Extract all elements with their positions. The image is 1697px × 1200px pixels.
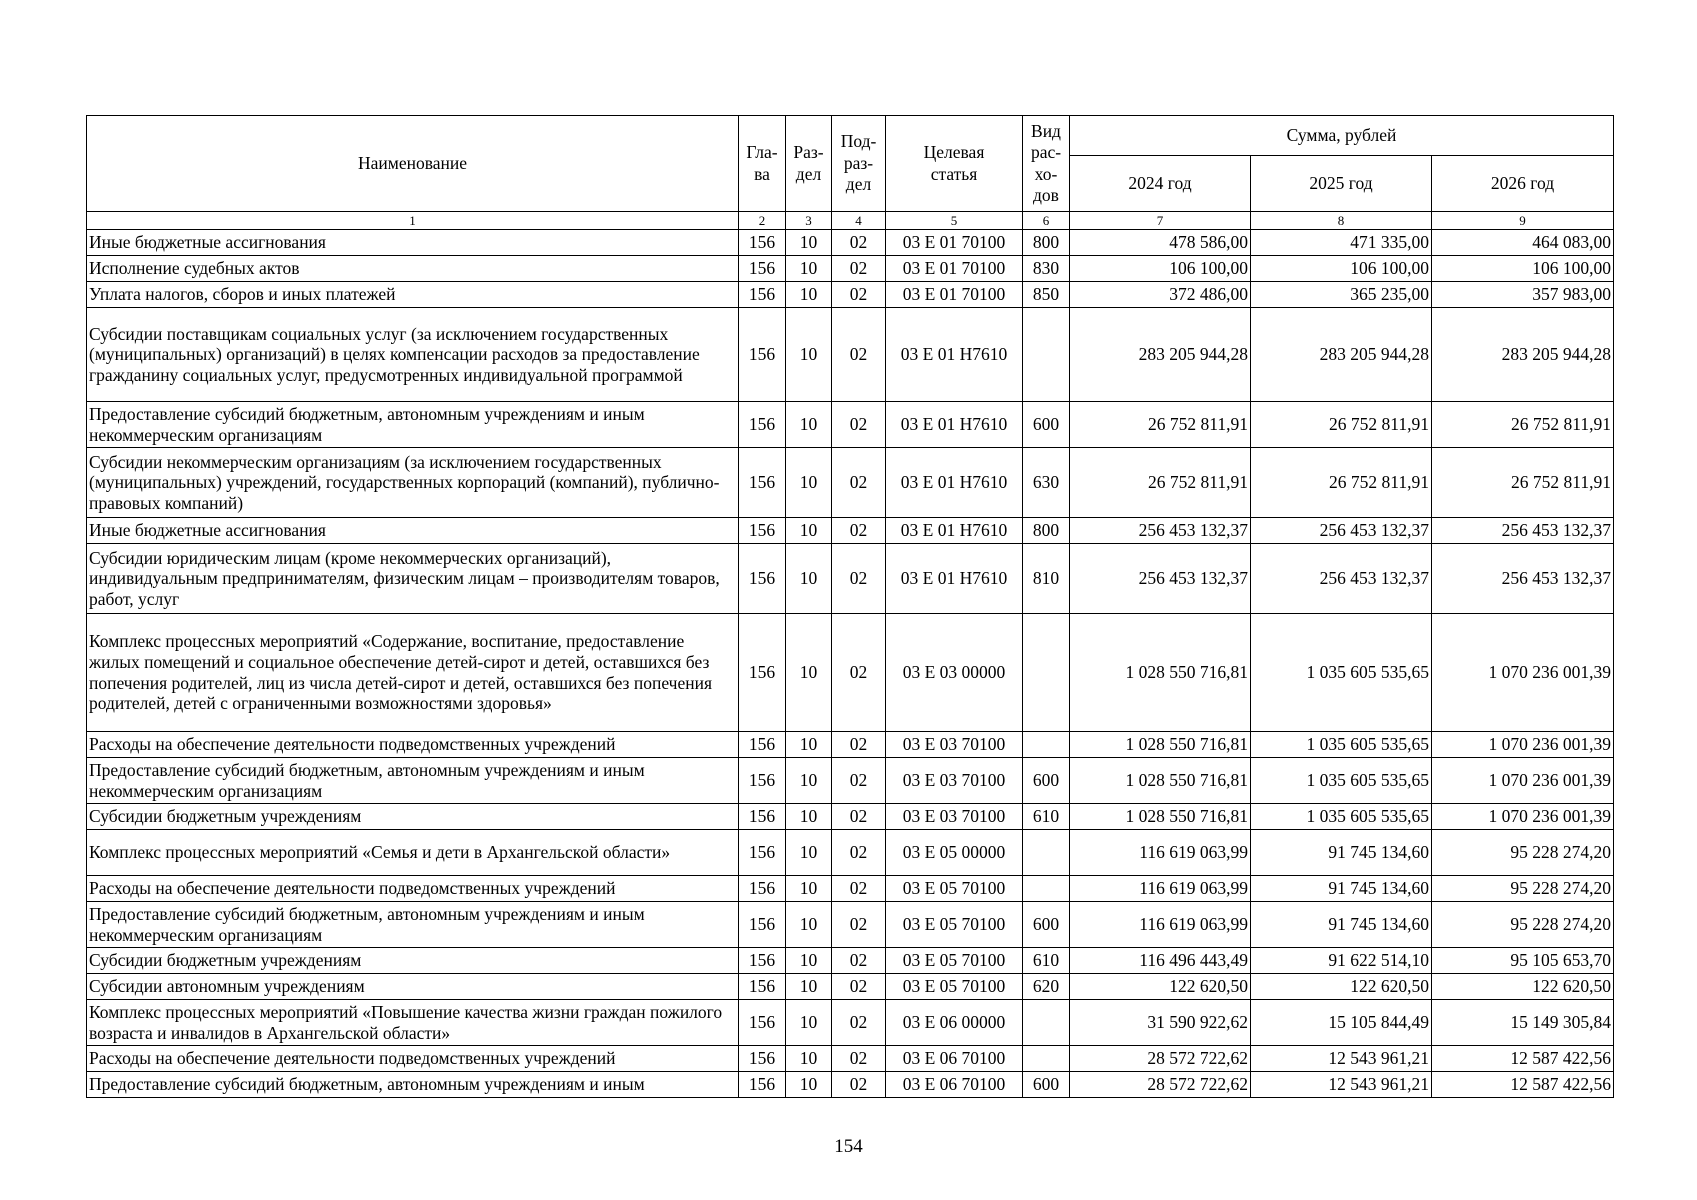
table-row — [87, 614, 1614, 732]
row-chapter: 156 — [739, 256, 786, 282]
table-row — [87, 308, 1614, 402]
row-exp-type: 600 — [1023, 402, 1070, 448]
row-sum-2024: 1 028 550 716,81 — [1070, 758, 1251, 804]
header-target: Целевая статья — [886, 116, 1023, 212]
row-exp-type — [1023, 830, 1070, 876]
row-sum-2025: 91 622 514,10 — [1251, 948, 1432, 974]
page-number: 154 — [834, 1136, 863, 1157]
row-exp-type: 830 — [1023, 256, 1070, 282]
row-exp-type — [1023, 876, 1070, 902]
row-exp-type — [1023, 1046, 1070, 1072]
row-subsection: 02 — [832, 282, 886, 308]
row-sum-2024: 1 028 550 716,81 — [1070, 732, 1251, 758]
row-chapter: 156 — [739, 1000, 786, 1046]
row-sum-2026: 122 620,50 — [1432, 974, 1614, 1000]
row-sum-2025: 12 543 961,21 — [1251, 1072, 1432, 1098]
row-sum-2025: 283 205 944,28 — [1251, 308, 1432, 402]
row-name: Расходы на обеспечение деятельности подведомственных учреждений — [87, 1046, 739, 1072]
row-exp-type — [1023, 732, 1070, 758]
column-number: 3 — [786, 212, 832, 230]
row-subsection: 02 — [832, 614, 886, 732]
row-subsection: 02 — [832, 544, 886, 614]
row-target: 03 Е 01 70100 — [886, 282, 1023, 308]
header-2025: 2025 год — [1251, 156, 1432, 212]
row-name: Субсидии автономным учреждениям — [87, 974, 739, 1000]
row-sum-2026: 95 228 274,20 — [1432, 902, 1614, 948]
row-sum-2025: 91 745 134,60 — [1251, 902, 1432, 948]
row-sum-2024: 256 453 132,37 — [1070, 518, 1251, 544]
row-sum-2025: 15 105 844,49 — [1251, 1000, 1432, 1046]
header-chapter: Гла- ва — [739, 116, 786, 212]
row-sum-2024: 372 486,00 — [1070, 282, 1251, 308]
header-sum: Сумма, рублей — [1070, 116, 1614, 156]
row-sum-2026: 1 070 236 001,39 — [1432, 614, 1614, 732]
row-sum-2024: 31 590 922,62 — [1070, 1000, 1251, 1046]
row-exp-type: 800 — [1023, 518, 1070, 544]
row-subsection: 02 — [832, 256, 886, 282]
row-target: 03 Е 01 70100 — [886, 256, 1023, 282]
row-section: 10 — [786, 256, 832, 282]
row-section: 10 — [786, 830, 832, 876]
row-target: 03 Е 05 70100 — [886, 902, 1023, 948]
column-number: 9 — [1432, 212, 1614, 230]
row-sum-2026: 1 070 236 001,39 — [1432, 758, 1614, 804]
row-sum-2024: 116 619 063,99 — [1070, 902, 1251, 948]
row-section: 10 — [786, 448, 832, 518]
row-sum-2025: 26 752 811,91 — [1251, 448, 1432, 518]
row-name: Комплекс процессных мероприятий «Повышение качества жизни граждан пожилого возраста и инвалидов в Архангельской области» — [87, 1000, 739, 1046]
table-row — [87, 448, 1614, 518]
row-sum-2025: 256 453 132,37 — [1251, 544, 1432, 614]
row-sum-2024: 26 752 811,91 — [1070, 448, 1251, 518]
row-sum-2025: 256 453 132,37 — [1251, 518, 1432, 544]
row-section: 10 — [786, 282, 832, 308]
header-name: Наименование — [87, 116, 739, 212]
header-2024: 2024 год — [1070, 156, 1251, 212]
row-name: Расходы на обеспечение деятельности подведомственных учреждений — [87, 732, 739, 758]
row-sum-2025: 91 745 134,60 — [1251, 830, 1432, 876]
row-subsection: 02 — [832, 948, 886, 974]
row-name: Комплекс процессных мероприятий «Содержание, воспитание, предоставление жилых помещений и социальное обеспечение детей-сирот и детей, оставшихся без попечения родителей, лиц из числа детей-сирот и детей, оставшихся без попечения родителей, детей с ограниченными возможностями здоровья» — [87, 614, 739, 732]
row-sum-2025: 122 620,50 — [1251, 974, 1432, 1000]
row-target: 03 Е 03 70100 — [886, 804, 1023, 830]
row-sum-2026: 283 205 944,28 — [1432, 308, 1614, 402]
table-row — [87, 876, 1614, 902]
row-sum-2026: 256 453 132,37 — [1432, 518, 1614, 544]
row-target: 03 Е 05 70100 — [886, 948, 1023, 974]
row-sum-2024: 26 752 811,91 — [1070, 402, 1251, 448]
table-row — [87, 1000, 1614, 1046]
row-sum-2024: 283 205 944,28 — [1070, 308, 1251, 402]
row-name: Предоставление субсидий бюджетным, автономным учреждениям и иным некоммерческим организациям — [87, 758, 739, 804]
row-sum-2025: 26 752 811,91 — [1251, 402, 1432, 448]
table-row — [87, 256, 1614, 282]
row-section: 10 — [786, 948, 832, 974]
row-exp-type: 800 — [1023, 230, 1070, 256]
row-subsection: 02 — [832, 804, 886, 830]
row-subsection: 02 — [832, 902, 886, 948]
row-sum-2024: 1 028 550 716,81 — [1070, 804, 1251, 830]
row-name: Предоставление субсидий бюджетным, автономным учреждениям и иным некоммерческим организациям — [87, 902, 739, 948]
row-name: Уплата налогов, сборов и иных платежей — [87, 282, 739, 308]
row-sum-2025: 91 745 134,60 — [1251, 876, 1432, 902]
row-target: 03 Е 01 70100 — [886, 230, 1023, 256]
row-chapter: 156 — [739, 1046, 786, 1072]
row-exp-type: 610 — [1023, 804, 1070, 830]
row-sum-2026: 357 983,00 — [1432, 282, 1614, 308]
row-sum-2024: 122 620,50 — [1070, 974, 1251, 1000]
row-section: 10 — [786, 230, 832, 256]
row-chapter: 156 — [739, 282, 786, 308]
row-section: 10 — [786, 1046, 832, 1072]
row-target: 03 Е 05 70100 — [886, 876, 1023, 902]
row-sum-2024: 256 453 132,37 — [1070, 544, 1251, 614]
table-row — [87, 974, 1614, 1000]
row-sum-2024: 116 619 063,99 — [1070, 876, 1251, 902]
row-exp-type: 850 — [1023, 282, 1070, 308]
row-exp-type: 630 — [1023, 448, 1070, 518]
column-number: 8 — [1251, 212, 1432, 230]
row-sum-2026: 1 070 236 001,39 — [1432, 804, 1614, 830]
row-subsection: 02 — [832, 876, 886, 902]
row-sum-2024: 106 100,00 — [1070, 256, 1251, 282]
row-exp-type: 620 — [1023, 974, 1070, 1000]
row-name: Исполнение судебных актов — [87, 256, 739, 282]
row-sum-2026: 15 149 305,84 — [1432, 1000, 1614, 1046]
table-row — [87, 758, 1614, 804]
row-sum-2024: 28 572 722,62 — [1070, 1072, 1251, 1098]
row-target: 03 Е 03 70100 — [886, 732, 1023, 758]
column-number: 4 — [832, 212, 886, 230]
row-sum-2024: 116 496 443,49 — [1070, 948, 1251, 974]
row-chapter: 156 — [739, 402, 786, 448]
row-target: 03 Е 01 Н7610 — [886, 518, 1023, 544]
row-subsection: 02 — [832, 758, 886, 804]
header-subsection: Под- раз- дел — [832, 116, 886, 212]
row-exp-type: 600 — [1023, 758, 1070, 804]
row-name: Субсидии бюджетным учреждениям — [87, 804, 739, 830]
row-target: 03 Е 03 70100 — [886, 758, 1023, 804]
row-name: Расходы на обеспечение деятельности подведомственных учреждений — [87, 876, 739, 902]
header-section: Раз- дел — [786, 116, 832, 212]
row-chapter: 156 — [739, 830, 786, 876]
table-row — [87, 830, 1614, 876]
table-row — [87, 402, 1614, 448]
column-number: 7 — [1070, 212, 1251, 230]
row-sum-2024: 116 619 063,99 — [1070, 830, 1251, 876]
row-section: 10 — [786, 804, 832, 830]
row-sum-2025: 365 235,00 — [1251, 282, 1432, 308]
row-section: 10 — [786, 544, 832, 614]
row-target: 03 Е 05 70100 — [886, 974, 1023, 1000]
row-section: 10 — [786, 758, 832, 804]
budget-table — [86, 115, 1614, 1098]
table-row — [87, 804, 1614, 830]
column-number: 2 — [739, 212, 786, 230]
row-section: 10 — [786, 876, 832, 902]
row-subsection: 02 — [832, 974, 886, 1000]
row-name: Субсидии некоммерческим организациям (за исключением государственных (муниципальных) учреждений, государственных корпораций (компаний), публично-правовых компаний) — [87, 448, 739, 518]
row-subsection: 02 — [832, 308, 886, 402]
row-sum-2026: 12 587 422,56 — [1432, 1046, 1614, 1072]
row-sum-2026: 95 228 274,20 — [1432, 830, 1614, 876]
row-sum-2026: 464 083,00 — [1432, 230, 1614, 256]
row-target: 03 Е 01 Н7610 — [886, 544, 1023, 614]
row-chapter: 156 — [739, 1072, 786, 1098]
row-sum-2026: 12 587 422,56 — [1432, 1072, 1614, 1098]
row-target: 03 Е 06 00000 — [886, 1000, 1023, 1046]
row-name: Иные бюджетные ассигнования — [87, 230, 739, 256]
row-chapter: 156 — [739, 974, 786, 1000]
row-sum-2026: 95 228 274,20 — [1432, 876, 1614, 902]
table-row — [87, 230, 1614, 256]
row-subsection: 02 — [832, 1046, 886, 1072]
column-number: 1 — [87, 212, 739, 230]
row-subsection: 02 — [832, 1072, 886, 1098]
column-number-row — [87, 212, 1614, 230]
row-name: Иные бюджетные ассигнования — [87, 518, 739, 544]
row-sum-2025: 1 035 605 535,65 — [1251, 804, 1432, 830]
row-subsection: 02 — [832, 1000, 886, 1046]
row-sum-2024: 28 572 722,62 — [1070, 1046, 1251, 1072]
table-row — [87, 902, 1614, 948]
row-subsection: 02 — [832, 518, 886, 544]
row-section: 10 — [786, 732, 832, 758]
row-name: Комплекс процессных мероприятий «Семья и дети в Архангельской области» — [87, 830, 739, 876]
row-name: Предоставление субсидий бюджетным, автономным учреждениям и иным — [87, 1072, 739, 1098]
row-section: 10 — [786, 402, 832, 448]
row-chapter: 156 — [739, 804, 786, 830]
row-chapter: 156 — [739, 758, 786, 804]
row-chapter: 156 — [739, 544, 786, 614]
row-chapter: 156 — [739, 518, 786, 544]
row-section: 10 — [786, 614, 832, 732]
row-sum-2026: 106 100,00 — [1432, 256, 1614, 282]
row-exp-type: 810 — [1023, 544, 1070, 614]
row-chapter: 156 — [739, 948, 786, 974]
row-chapter: 156 — [739, 308, 786, 402]
row-sum-2025: 106 100,00 — [1251, 256, 1432, 282]
table-row — [87, 1046, 1614, 1072]
row-name: Субсидии юридическим лицам (кроме некоммерческих организаций), индивидуальным предпринимателям, физическим лицам – производителям товаров, работ, услуг — [87, 544, 739, 614]
row-target: 03 Е 01 Н7610 — [886, 448, 1023, 518]
row-sum-2026: 256 453 132,37 — [1432, 544, 1614, 614]
row-section: 10 — [786, 1072, 832, 1098]
row-sum-2025: 1 035 605 535,65 — [1251, 614, 1432, 732]
row-exp-type: 610 — [1023, 948, 1070, 974]
row-exp-type — [1023, 614, 1070, 732]
column-number: 5 — [886, 212, 1023, 230]
row-section: 10 — [786, 974, 832, 1000]
row-exp-type — [1023, 308, 1070, 402]
row-sum-2025: 471 335,00 — [1251, 230, 1432, 256]
row-target: 03 Е 01 Н7610 — [886, 402, 1023, 448]
table-row — [87, 518, 1614, 544]
row-chapter: 156 — [739, 614, 786, 732]
row-sum-2026: 26 752 811,91 — [1432, 402, 1614, 448]
row-subsection: 02 — [832, 402, 886, 448]
row-chapter: 156 — [739, 876, 786, 902]
row-subsection: 02 — [832, 448, 886, 518]
row-target: 03 Е 01 Н7610 — [886, 308, 1023, 402]
column-number: 6 — [1023, 212, 1070, 230]
table-row — [87, 732, 1614, 758]
table-row — [87, 948, 1614, 974]
table-row — [87, 282, 1614, 308]
row-subsection: 02 — [832, 230, 886, 256]
row-exp-type — [1023, 1000, 1070, 1046]
table-row — [87, 544, 1614, 614]
row-chapter: 156 — [739, 230, 786, 256]
row-sum-2026: 26 752 811,91 — [1432, 448, 1614, 518]
row-sum-2024: 478 586,00 — [1070, 230, 1251, 256]
row-section: 10 — [786, 308, 832, 402]
row-chapter: 156 — [739, 732, 786, 758]
row-chapter: 156 — [739, 448, 786, 518]
row-target: 03 Е 03 00000 — [886, 614, 1023, 732]
row-chapter: 156 — [739, 902, 786, 948]
table-body — [87, 230, 1614, 1098]
row-subsection: 02 — [832, 732, 886, 758]
row-sum-2025: 12 543 961,21 — [1251, 1046, 1432, 1072]
row-target: 03 Е 05 00000 — [886, 830, 1023, 876]
row-exp-type: 600 — [1023, 902, 1070, 948]
row-name: Субсидии бюджетным учреждениям — [87, 948, 739, 974]
header-2026: 2026 год — [1432, 156, 1614, 212]
row-section: 10 — [786, 902, 832, 948]
row-name: Предоставление субсидий бюджетным, автономным учреждениям и иным некоммерческим организациям — [87, 402, 739, 448]
row-sum-2025: 1 035 605 535,65 — [1251, 758, 1432, 804]
row-section: 10 — [786, 518, 832, 544]
row-sum-2026: 95 105 653,70 — [1432, 948, 1614, 974]
row-sum-2026: 1 070 236 001,39 — [1432, 732, 1614, 758]
row-name: Субсидии поставщикам социальных услуг (за исключением государственных (муниципальных) организаций) в целях компенсации расходов за предоставление гражданину социальных услуг, предусмотренных индивидуальной программой — [87, 308, 739, 402]
row-target: 03 Е 06 70100 — [886, 1046, 1023, 1072]
table-row — [87, 1072, 1614, 1098]
row-exp-type: 600 — [1023, 1072, 1070, 1098]
header-exp-type: Вид рас- хо- дов — [1023, 116, 1070, 212]
row-target: 03 Е 06 70100 — [886, 1072, 1023, 1098]
row-subsection: 02 — [832, 830, 886, 876]
row-sum-2025: 1 035 605 535,65 — [1251, 732, 1432, 758]
row-sum-2024: 1 028 550 716,81 — [1070, 614, 1251, 732]
row-section: 10 — [786, 1000, 832, 1046]
